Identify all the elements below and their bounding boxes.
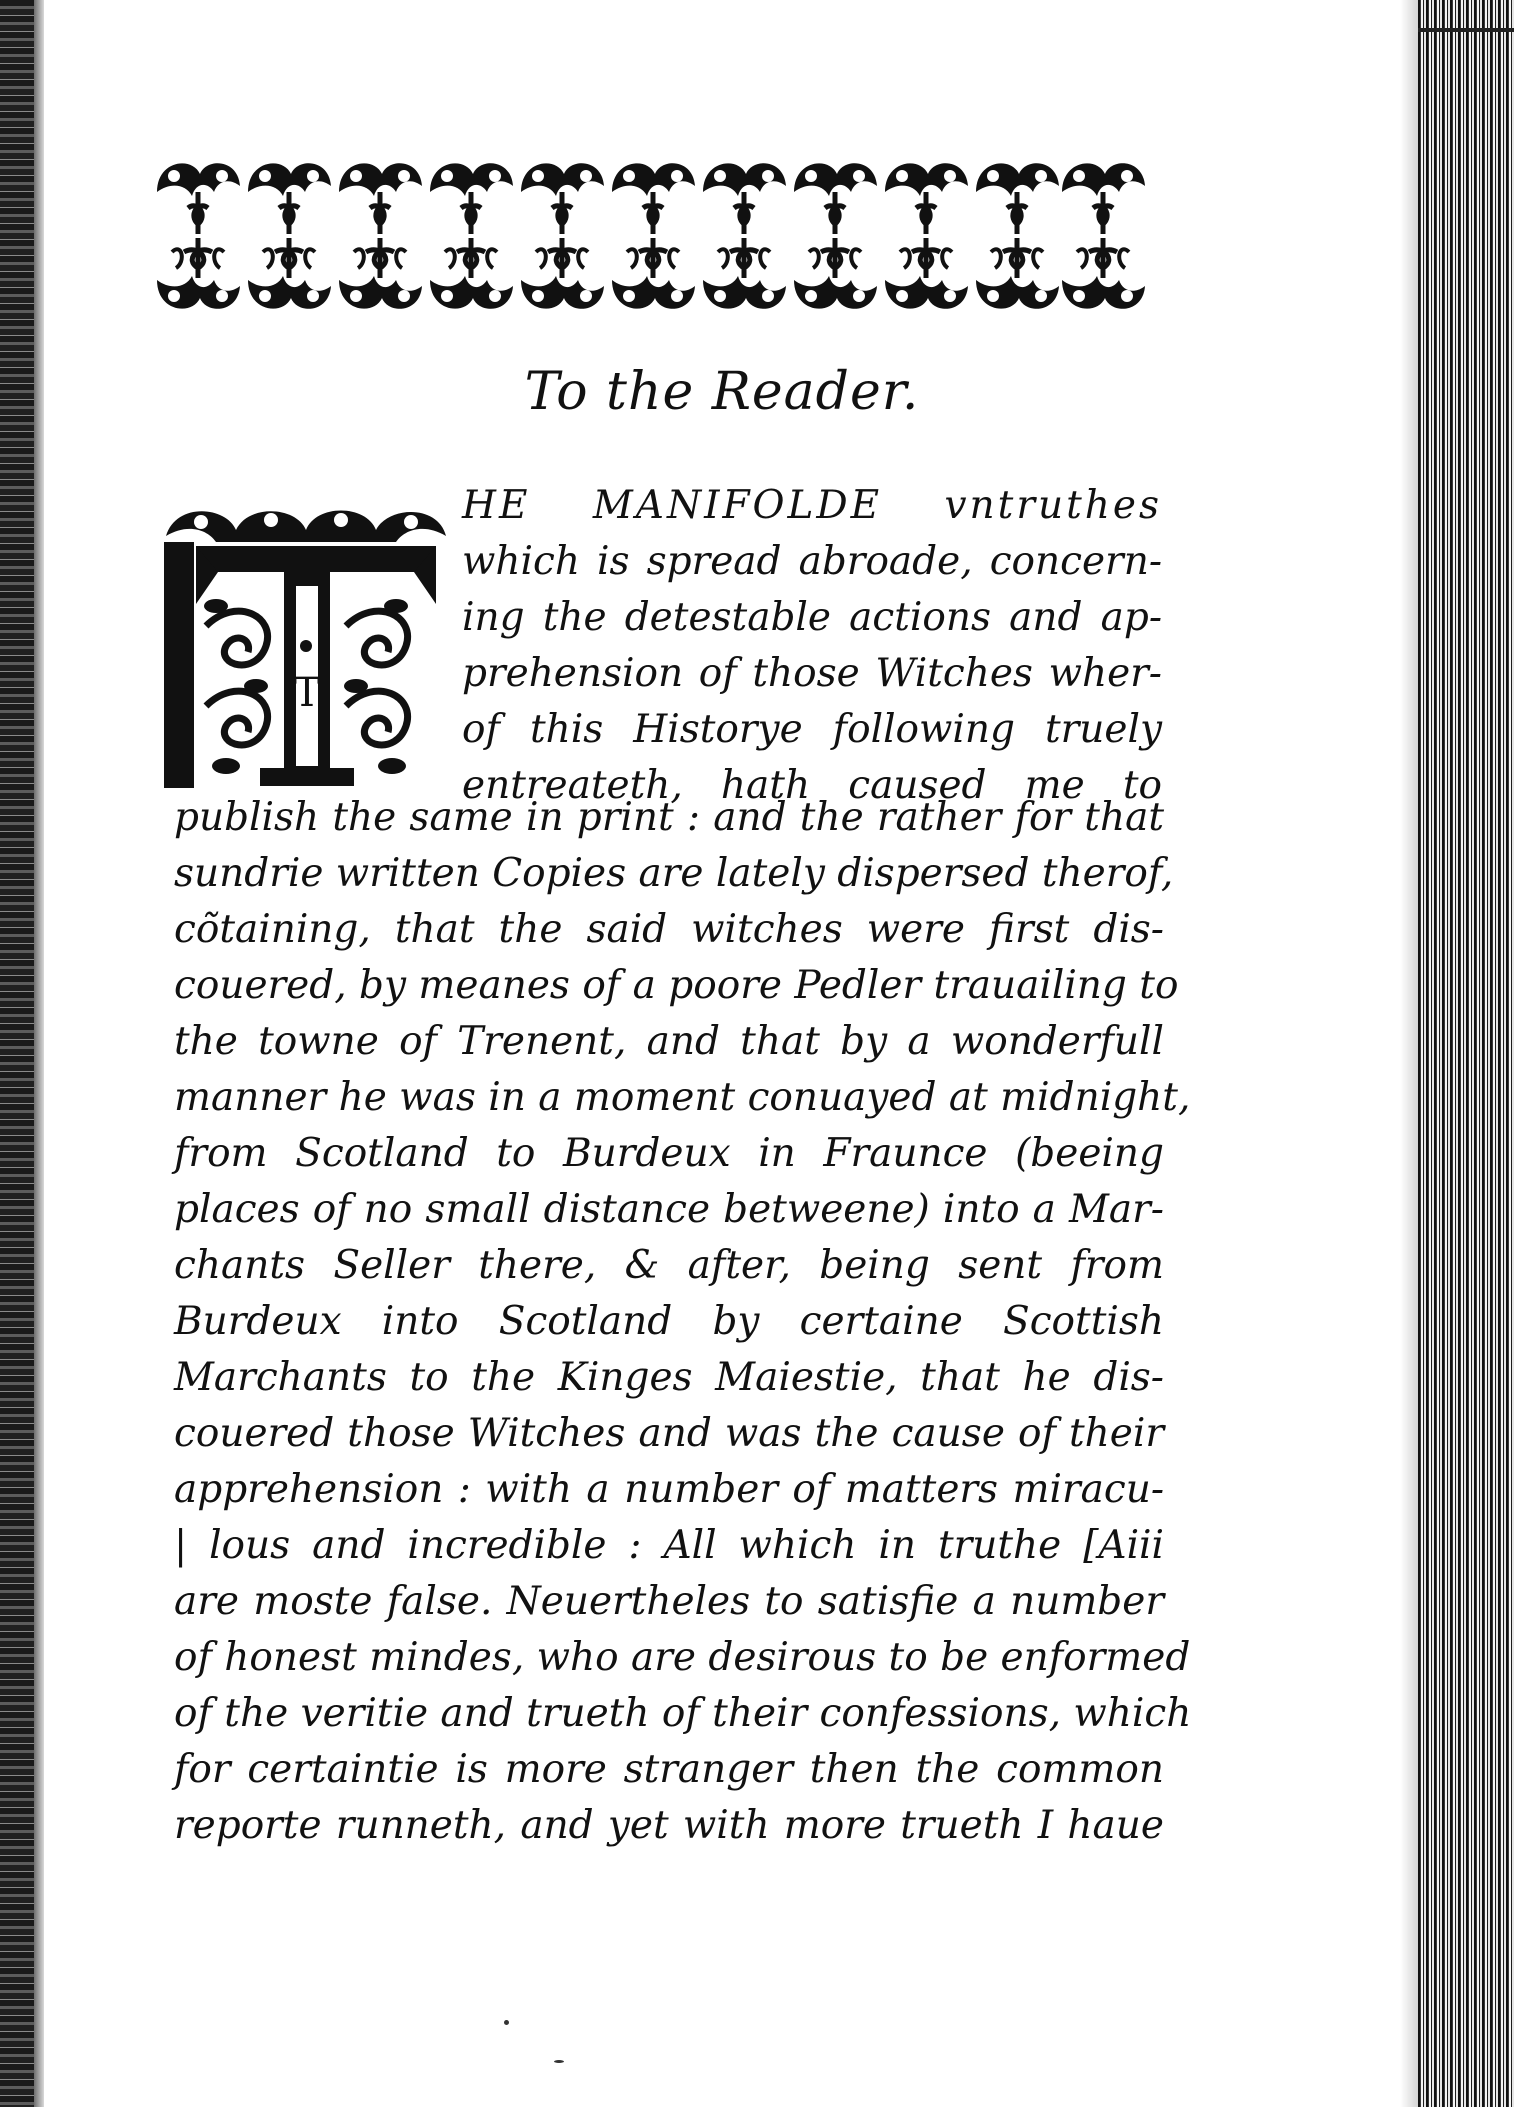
book-page	[44, 0, 1400, 2107]
text-line: are moste false. Neuertheles to satisfie a number	[174, 1579, 1164, 1624]
text-line: manner he was in a moment conuayed at midnight,	[174, 1075, 1191, 1120]
dropcap-letter: T	[293, 670, 321, 716]
text-line: couered, by meanes of a poore Pedler trauailing to	[174, 963, 1179, 1008]
scan-edge-left	[0, 0, 34, 2107]
text-line: apprehension : with a number of matters miracu-	[174, 1467, 1164, 1512]
text-line: from Scotland to Burdeux in Fraunce (beeing	[174, 1131, 1164, 1176]
text-line: of this Historye following truely	[462, 707, 1162, 752]
scan-edge-right-shade	[1400, 0, 1420, 2107]
decorated-initial	[156, 496, 456, 794]
text-line: entreateth, hath caused me to	[462, 763, 1162, 808]
scan-speck	[554, 2060, 564, 2063]
text-line: Marchants to the Kinges Maiestie, that he dis-	[174, 1355, 1164, 1400]
text-line: places of no small distance betweene) into a Mar-	[174, 1187, 1164, 1232]
scan-speck	[504, 2020, 509, 2025]
text-line: of honest mindes, who are desirous to be enformed	[174, 1635, 1191, 1680]
text-line: reporte runneth, and yet with more trueth I haue	[174, 1803, 1164, 1848]
opening-paragraph	[462, 478, 1162, 814]
text-line: ing the detestable actions and ap-	[462, 595, 1162, 640]
body-paragraph	[174, 790, 1192, 1854]
text-line: | lous and incredible : All which in truthe [Aiii	[174, 1523, 1164, 1568]
text-line: cõtaining, that the said witches were first dis-	[174, 907, 1164, 952]
text-line: of the veritie and trueth of their confessions, which	[174, 1691, 1192, 1736]
text-line: HE MANIFOLDE vntruthes	[462, 483, 1162, 528]
text-line: which is spread abroade, concern-	[462, 539, 1162, 584]
scan-edge-top-line	[1418, 28, 1514, 32]
scan-edge-left-shade	[34, 0, 44, 2107]
text-line: prehension of those Witches wher-	[462, 651, 1162, 696]
text-line: couered those Witches and was the cause of their	[174, 1411, 1164, 1456]
text-line: Burdeux into Scotland by certaine Scottish	[174, 1299, 1164, 1344]
page-title: To the Reader.	[524, 362, 920, 422]
text-line: chants Seller there, & after, being sent from	[174, 1243, 1164, 1288]
text-line: sundrie written Copies are lately dispersed therof,	[174, 851, 1174, 896]
text-line: for certaintie is more stranger then the common	[174, 1747, 1164, 1792]
text-line: publish the same in print : and the rather for that	[174, 795, 1164, 840]
scan-edge-right	[1418, 0, 1514, 2107]
text-line: the towne of Trenent, and that by a wonderfull	[174, 1019, 1164, 1064]
ornamental-header-band	[152, 152, 1150, 320]
